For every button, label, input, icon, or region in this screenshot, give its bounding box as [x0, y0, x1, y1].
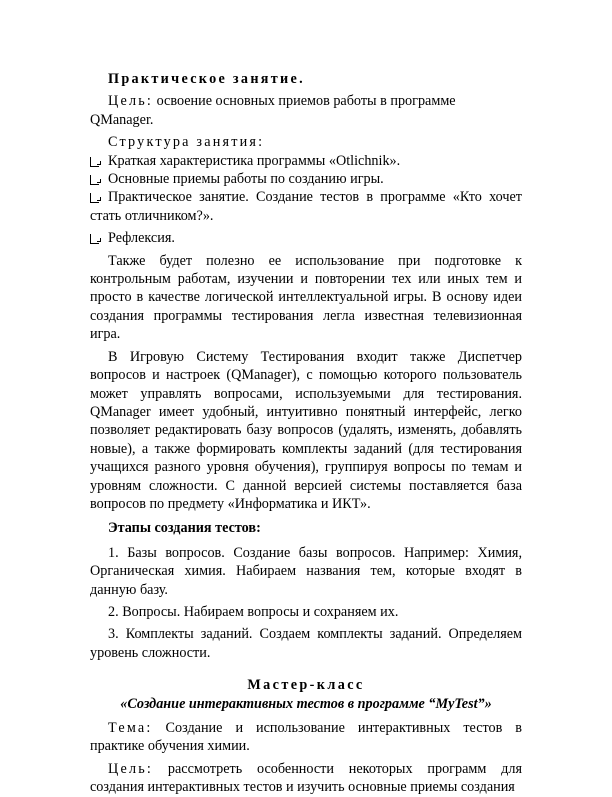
structure-item — [90, 152, 522, 170]
structure-label: Структура занятия: — [108, 134, 265, 151]
stage-item: 2. Вопросы. Набираем вопросы и сохраняем их. — [108, 603, 399, 620]
stage-item: 1. Базы вопросов. Создание базы вопросов. Например: Химия, Органическая химия. Набираем названия тем, которые входят в данную базу. — [90, 544, 522, 598]
goal-text: освоение основных приемов работы в программе QManager. — [90, 93, 456, 128]
goal-label: Цель: — [108, 93, 154, 110]
bullet-icon — [90, 193, 99, 203]
masterclass-goal — [90, 760, 522, 797]
theme-label: Тема: — [108, 720, 153, 736]
mc-goal-label: Цель: — [108, 760, 154, 777]
bullet-icon — [90, 175, 99, 185]
structure-item — [90, 170, 522, 188]
masterclass-subtitle: «Создание интерактивных тестов в программе “MyTest”» — [120, 695, 492, 712]
practical-heading: Практическое занятие. — [108, 71, 305, 87]
document-body — [90, 70, 522, 797]
bullet-icon — [90, 157, 99, 167]
structure-item-text: Краткая характеристика программы «Otlichnik». — [108, 152, 401, 169]
masterclass-theme — [90, 719, 522, 756]
goal-line — [90, 92, 522, 129]
mc-goal-text: рассмотреть особенности некоторых программ для создания интерактивных тестов и изучить основные приемы создания — [90, 760, 522, 796]
paragraph: Также будет полезно ее использование при подготовке к контрольным работам, изучении и повторении тех или иных тем и просто в качестве логической интеллектуальной игры. В основу идеи создания программы тестирования легла известная телевизионная игра. — [90, 252, 522, 343]
theme-text: Создание и использование интерактивных тестов в практике обучения химии. — [90, 720, 522, 755]
structure-item-text: Рефлексия. — [108, 230, 175, 247]
stages-title: Этапы создания тестов: — [108, 520, 261, 537]
masterclass-title: Мастер-класс — [247, 677, 365, 694]
structure-item-text: Практическое занятие. Создание тестов в программе «Кто хочет стать отличником?». — [90, 189, 522, 224]
stage-item: 3. Комплекты заданий. Создаем комплекты заданий. Определяем уровень сложности. — [90, 626, 522, 661]
structure-item — [90, 229, 522, 247]
paragraph: В Игровую Систему Тестирования входит также Диспетчер вопросов и настроек (QManager), с помощью которого пользователь может управлять вопросами, используемыми для тестирования. QManager имеет удобный, интуитивно понятный интерфейс, легко позволяет редактировать базу вопросов (удалять, изменять, добавлять новые), а также формировать комплекты заданий (для тестирования учащихся разного уровня обучения), группируя вопросы по темам и уровням сложности. С данной версией системы поставляется база вопросов по предмету «Информатика и ИКТ». — [90, 348, 522, 512]
structure-item-text: Основные приемы работы по созданию игры. — [108, 171, 384, 188]
bullet-icon — [90, 234, 99, 244]
structure-item — [90, 188, 522, 225]
